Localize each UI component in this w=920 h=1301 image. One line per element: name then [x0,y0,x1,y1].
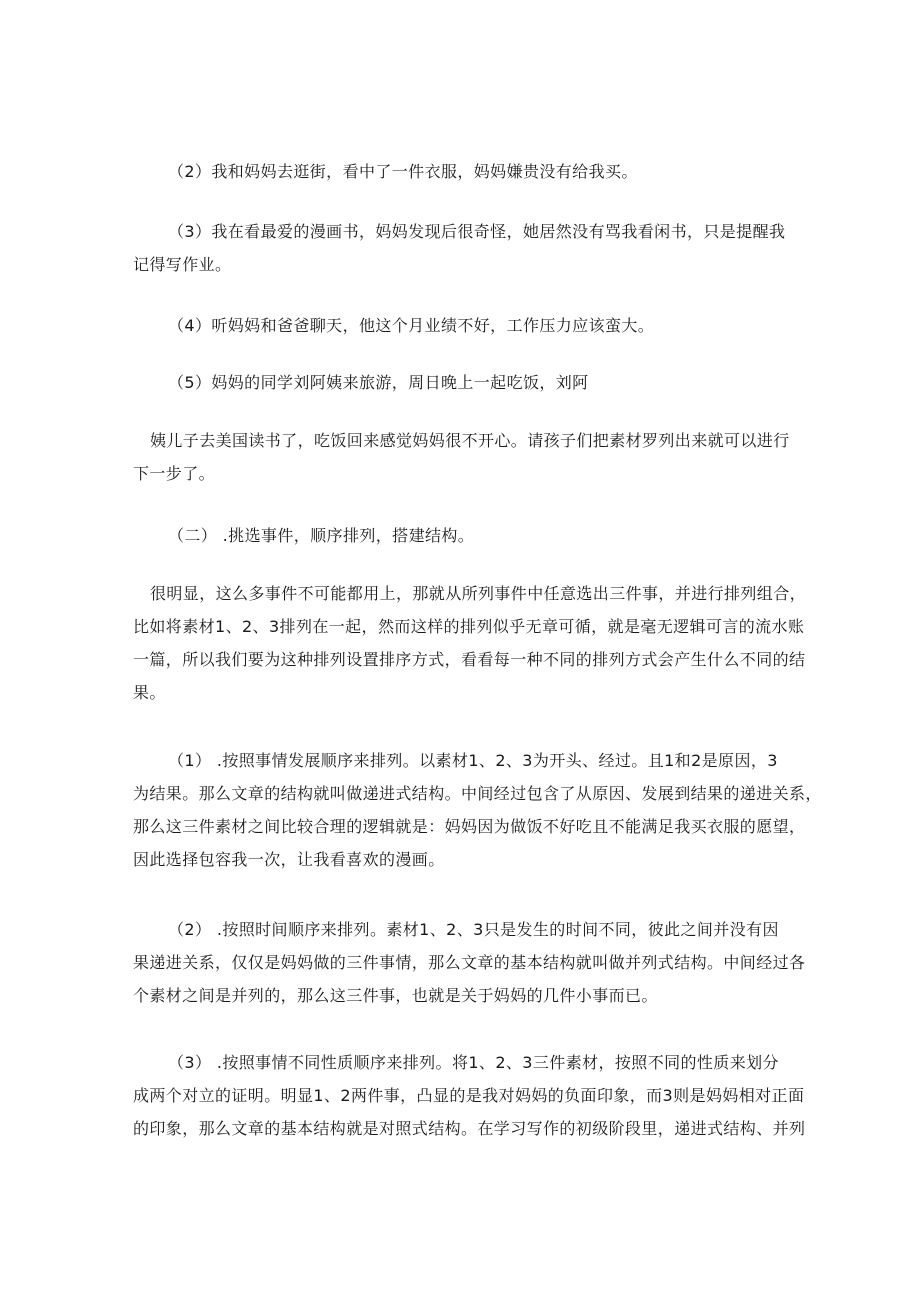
text-line: （2）我和妈妈去逛街，看中了一件衣服，妈妈嫌贵没有给我买。 [168,162,638,181]
text-line: （5）妈妈的同学刘阿姨来旅游，周日晚上一起吃饭，刘阿 [168,373,589,392]
text-line: 很明显，这么多事件不可能都用上，那就从所列事件中任意选出三件事，并进行排列组合， [150,584,807,603]
paragraph-material-4 [168,309,654,342]
section-heading-2 [168,519,474,552]
paragraph-intro [133,577,806,709]
text-line: （1） .按照事情发展顺序来排列。以素材1、2、3为开头、经过。且1和2是原因，3 [168,751,778,770]
paragraph-method-1 [133,744,822,876]
paragraph-material-5-continued [133,424,790,490]
text-line: 下一步了。 [133,464,216,483]
text-line: 那么这三件素材之间比较合理的逻辑就是：妈妈因为做饭不好吃且不能满足我买衣服的愿望， [133,817,806,836]
text-line: 一篇，所以我们要为这种排列设置排序方式，看看每一种不同的排列方式会产生什么不同的结 [133,650,806,669]
text-line: 成两个对立的证明。明显1、2两件事，凸显的是我对妈妈的负面印象，而3则是妈妈相对正面 [133,1086,805,1105]
text-line: 姨儿子去美国读书了，吃饭回来感觉妈妈很不开心。请孩子们把素材罗列出来就可以进行 [150,431,790,450]
paragraph-method-2 [133,913,805,1012]
text-line: 的印象，那么文章的基本结构就是对照式结构。在学习写作的初级阶段里，递进式结构、并列 [133,1119,806,1138]
text-line: 记得写作业。 [133,255,232,274]
paragraph-method-3 [133,1046,805,1145]
paragraph-material-2 [168,155,638,188]
paragraph-material-5 [168,366,589,399]
text-line: （二） .挑选事件，顺序排列，搭建结构。 [168,526,475,545]
text-line: 果递进关系，仅仅是妈妈做的三件事情，那么文章的基本结构就叫做并列式结构。中间经过各 [133,953,806,972]
text-line: （4）听妈妈和爸爸聊天，他这个月业绩不好，工作压力应该蛮大。 [168,316,655,335]
text-line: 因此选择包容我一次，让我看喜欢的漫画。 [133,850,445,869]
text-line: 比如将素材1、2、3排列在一起，然而这样的排列似乎无章可循，就是毫无逻辑可言的流水账 [133,617,805,636]
text-line: （3）我在看最爱的漫画书，妈妈发现后很奇怪，她居然没有骂我看闲书，只是提醒我 [168,222,786,241]
paragraph-material-3 [133,215,785,281]
text-line: （3） .按照事情不同性质顺序来排列。将1、2、3三件素材，按照不同的性质来划分 [168,1053,779,1072]
text-line: （2） .按照时间顺序来排列。素材1、2、3只是发生的时间不同，彼此之间并没有因 [168,920,779,939]
text-line: 个素材之间是并列的，那么这三件事，也就是关于妈妈的几件小事而已。 [133,986,658,1005]
text-line: 为结果。那么文章的结构就叫做递进式结构。中间经过包含了从原因、发展到结果的递进关系， [133,784,822,803]
text-line: 果。 [133,683,166,702]
